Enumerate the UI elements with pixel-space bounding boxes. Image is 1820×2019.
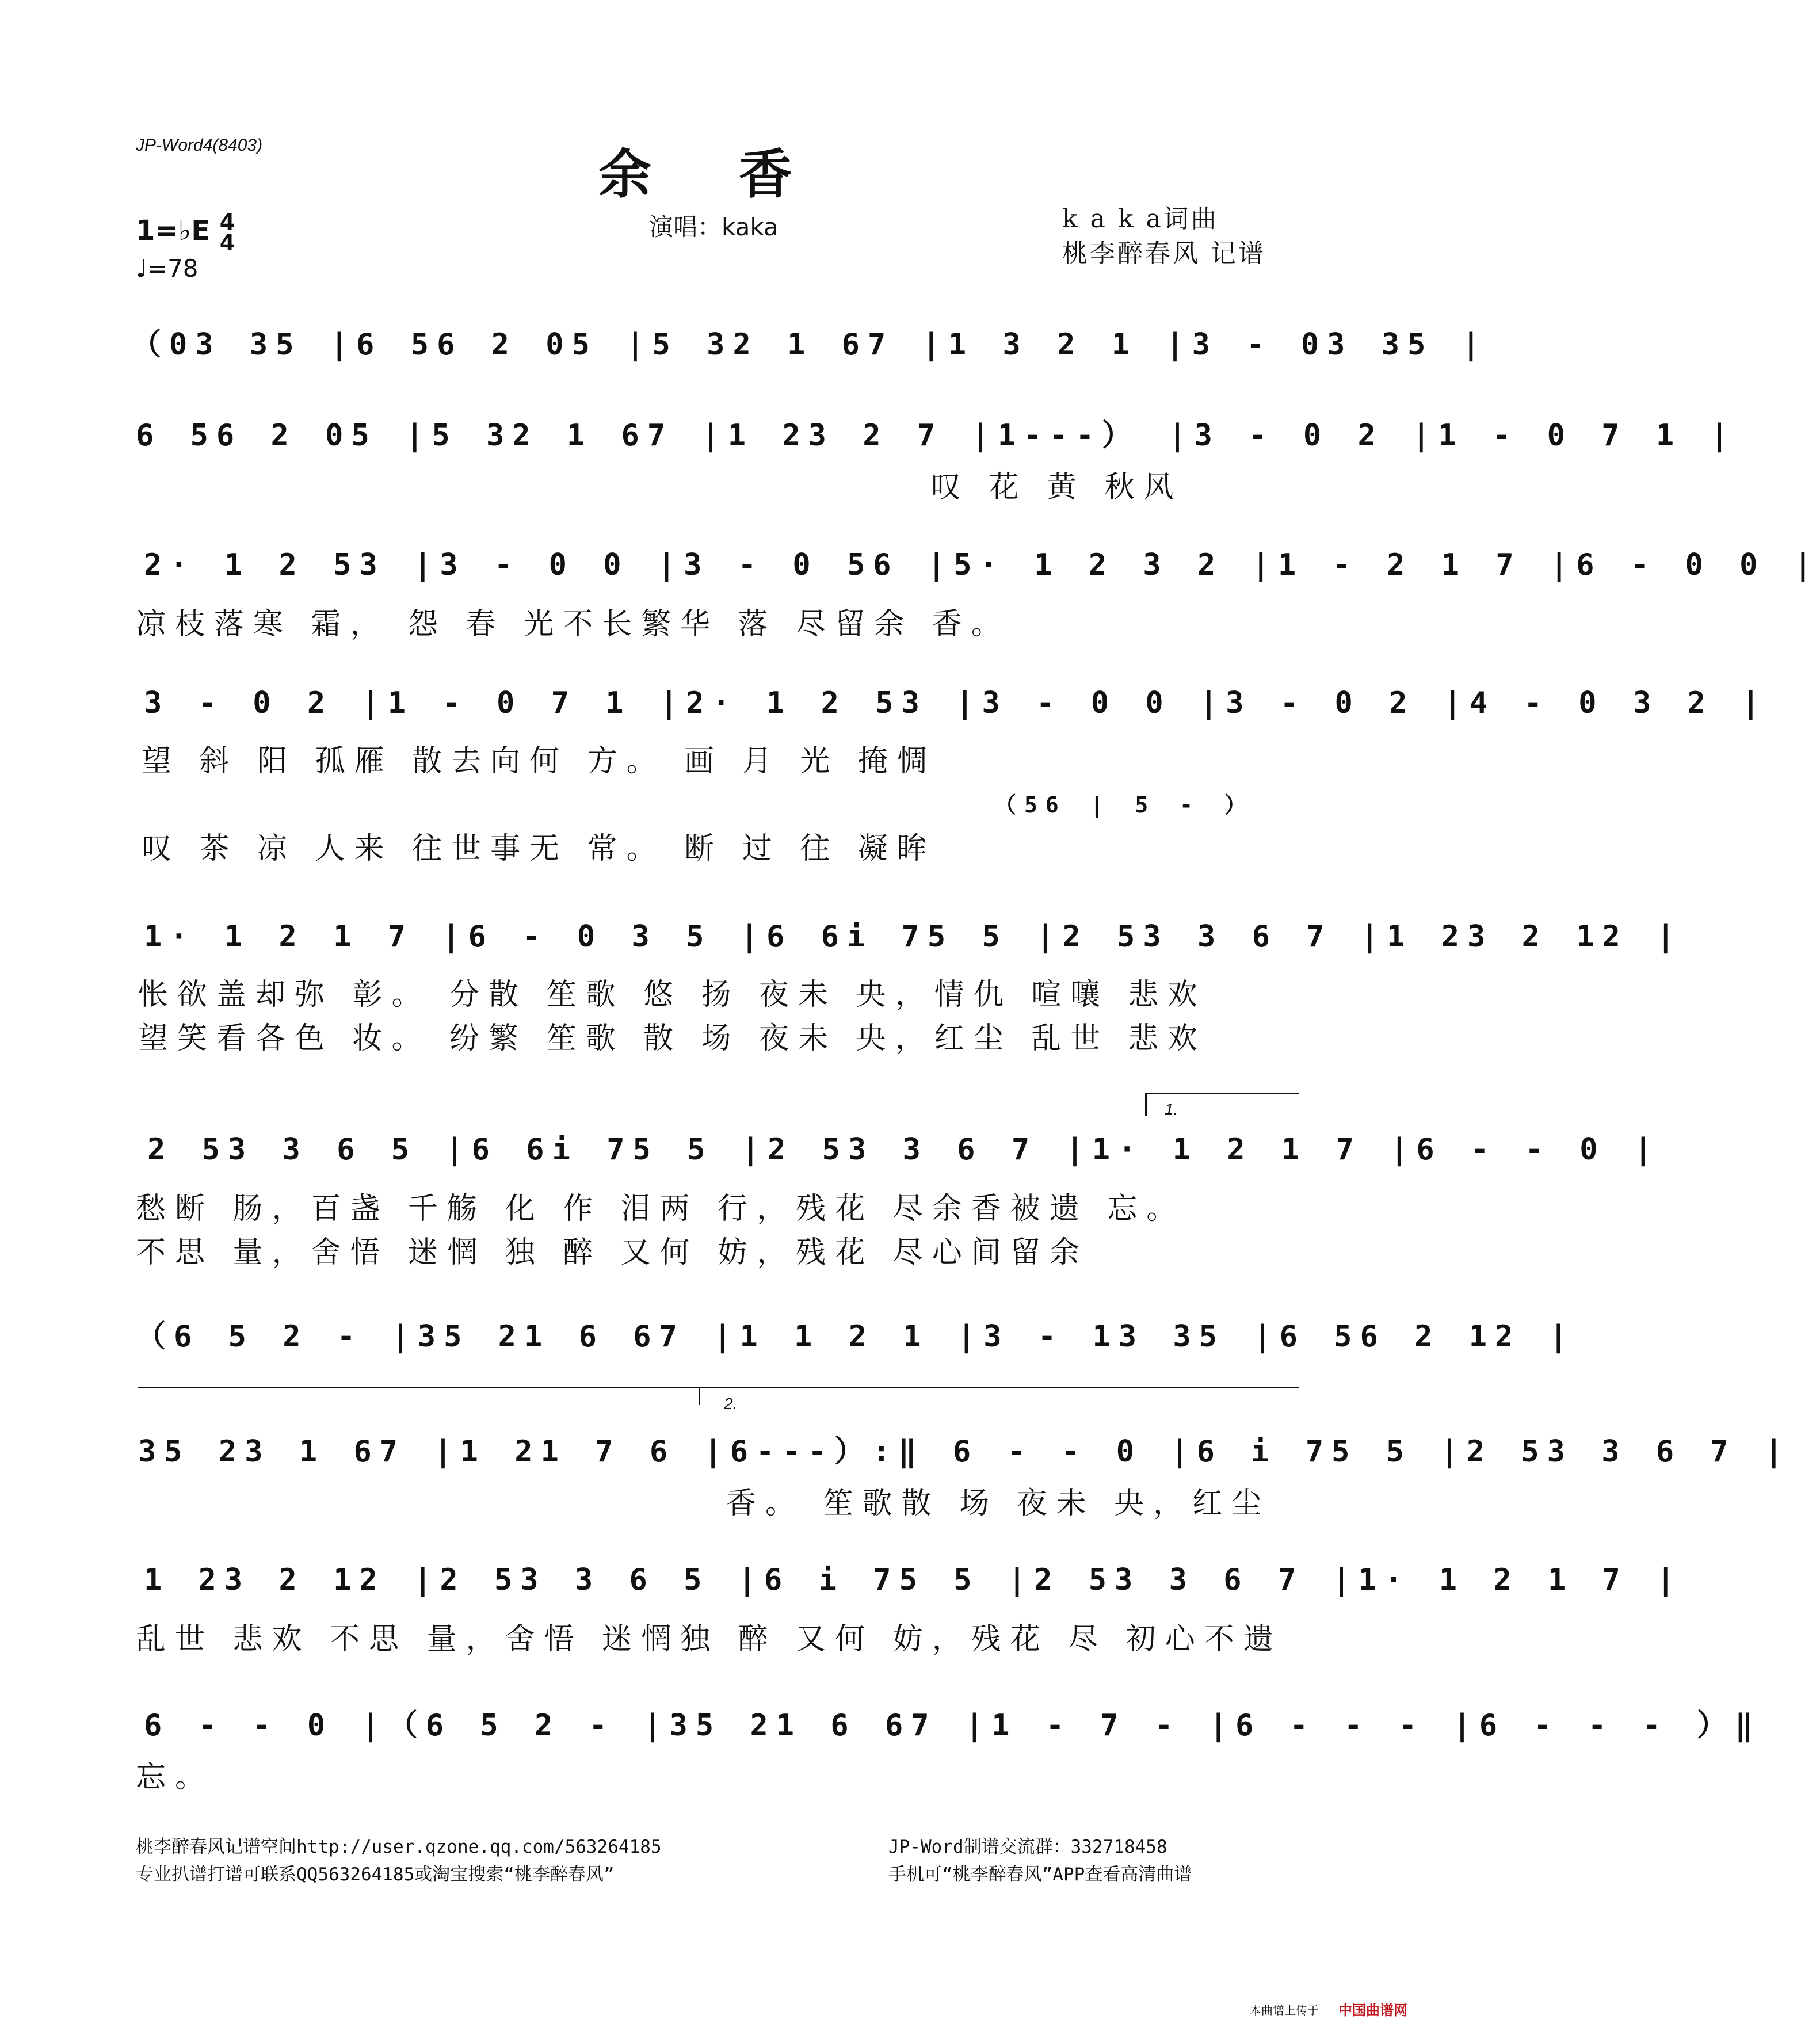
time-signature	[219, 209, 235, 255]
footer-left-2: 专业扒谱打谱可联系QQ563264185或淘宝搜索“桃李醉春风”	[136, 1864, 615, 1885]
score-line-4: 3 - 0 2 |1 - 0 7 1 |2· 1 2 53 |3 - 0 0 |3 - 0 2 |4 - 0 3 2 |	[144, 686, 1768, 720]
software-tag: JP-Word4(8403)	[136, 136, 263, 155]
time-bottom: 4	[219, 230, 235, 255]
score-line-8: 35 23 1 67 |1 21 7 6 |6---）:‖ 6 - - 0 |6 i 75 5 |2 53 3 6 7 |	[138, 1434, 1791, 1469]
lyric-line-3: 凉枝落寒 霜， 怨 春 光不长繁华 落 尽留余 香。	[136, 607, 1010, 642]
lyric-line-6a: 愁断 肠，百盏 千觞 化 作 泪两 行，残花 尽余香被遗 忘。	[136, 1192, 1186, 1226]
page-title: 余 香	[598, 143, 827, 205]
lyric-line-5a: 怅欲盖却弥 彰。 分散 笙歌 悠 扬 夜未 央，情仇 喧嚷 悲欢	[138, 978, 1207, 1012]
upload-note: 本曲谱上传于	[1250, 2003, 1319, 2017]
lyric-line-5b: 望笑看各色 妆。 纷繁 笙歌 散 场 夜未 央，红尘 乱世 悲欢	[138, 1021, 1207, 1056]
lyric-line-6b: 不思 量，舍悟 迷惘 独 醉 又何 妨，残花 尽心间留余	[136, 1235, 1089, 1270]
lyric-line-10: 忘。	[136, 1760, 215, 1795]
volta-1-label: 1.	[1165, 1100, 1178, 1118]
lyric-line-4b: 叹 茶 凉 人来 往世事无 常。 断 过 往 凝眸	[142, 831, 936, 866]
volta-2-label: 2.	[724, 1395, 738, 1413]
footer-right-1: JP-Word制谱交流群：332718458	[888, 1837, 1167, 1857]
singer-credit: 演唱：kaka	[649, 213, 779, 241]
tempo-marking: ♩=78	[136, 254, 199, 283]
score-line-7: （6 5 2 - |35 21 6 67 |1 1 2 1 |3 - 13 35 |6 56 2 12 |	[136, 1319, 1575, 1354]
lyric-line-4a: 望 斜 阳 孤雁 散去向何 方。 画 月 光 掩惆	[142, 744, 936, 778]
volta-1-bracket	[1145, 1093, 1299, 1094]
lyric-line-9: 乱世 悲欢 不思 量，舍悟 迷惘独 醉 又何 妨，残花 尽 初心不遗	[136, 1622, 1283, 1657]
repeat-bracket-line	[138, 1387, 1299, 1388]
interlude-paren: （56 | 5 - ）	[994, 792, 1254, 818]
lyric-line-8: 香。 笙歌散 场 夜未 央，红尘	[726, 1486, 1271, 1521]
volta-1-tick	[1145, 1093, 1147, 1116]
score-line-5: 1· 1 2 1 7 |6 - 0 3 5 |6 6i 75 5 |2 53 3 6 7 |1 23 2 12 |	[144, 919, 1683, 954]
score-line-2: 6 56 2 05 |5 32 1 67 |1 23 2 7 |1---） |3 - 0 2 |1 - 0 7 1 |	[136, 418, 1737, 453]
key-label: 1=♭E	[136, 215, 211, 247]
footer-right-2: 手机可“桃李醉春风”APP查看高清曲谱	[888, 1864, 1192, 1885]
key-signature	[136, 209, 235, 255]
score-line-9: 1 23 2 12 |2 53 3 6 5 |6 i 75 5 |2 53 3 6 7 |1· 1 2 1 7 |	[144, 1563, 1683, 1597]
score-line-1: （03 35 |6 56 2 05 |5 32 1 67 |1 3 2 1 |3 - 03 35 |	[131, 327, 1489, 362]
site-logo: 中国曲谱网	[1338, 2002, 1407, 2018]
score-line-6: 2 53 3 6 5 |6 6i 75 5 |2 53 3 6 7 |1· 1 2 1 7 |6 - - 0 |	[147, 1132, 1661, 1167]
lyric-line-2: 叹 花 黄 秋风	[931, 470, 1183, 505]
footer-left-1: 桃李醉春风记谱空间http://user.qzone.qq.com/563264185	[136, 1837, 662, 1857]
transcriber-credit: 桃李醉春风 记谱	[1062, 239, 1266, 268]
score-line-3: 2· 1 2 53 |3 - 0 0 |3 - 0 56 |5· 1 2 3 2 |1 - 2 1 7 |6 - 0 0 |	[144, 548, 1820, 582]
score-line-10: 6 - - 0 |（6 5 2 - |35 21 6 67 |1 - 7 - |6 - - - |6 - - - ）‖	[144, 1708, 1761, 1743]
volta-2-tick	[699, 1388, 700, 1405]
time-top: 4	[219, 209, 235, 235]
lyricist-composer-credit: k a k a词曲	[1062, 204, 1219, 234]
